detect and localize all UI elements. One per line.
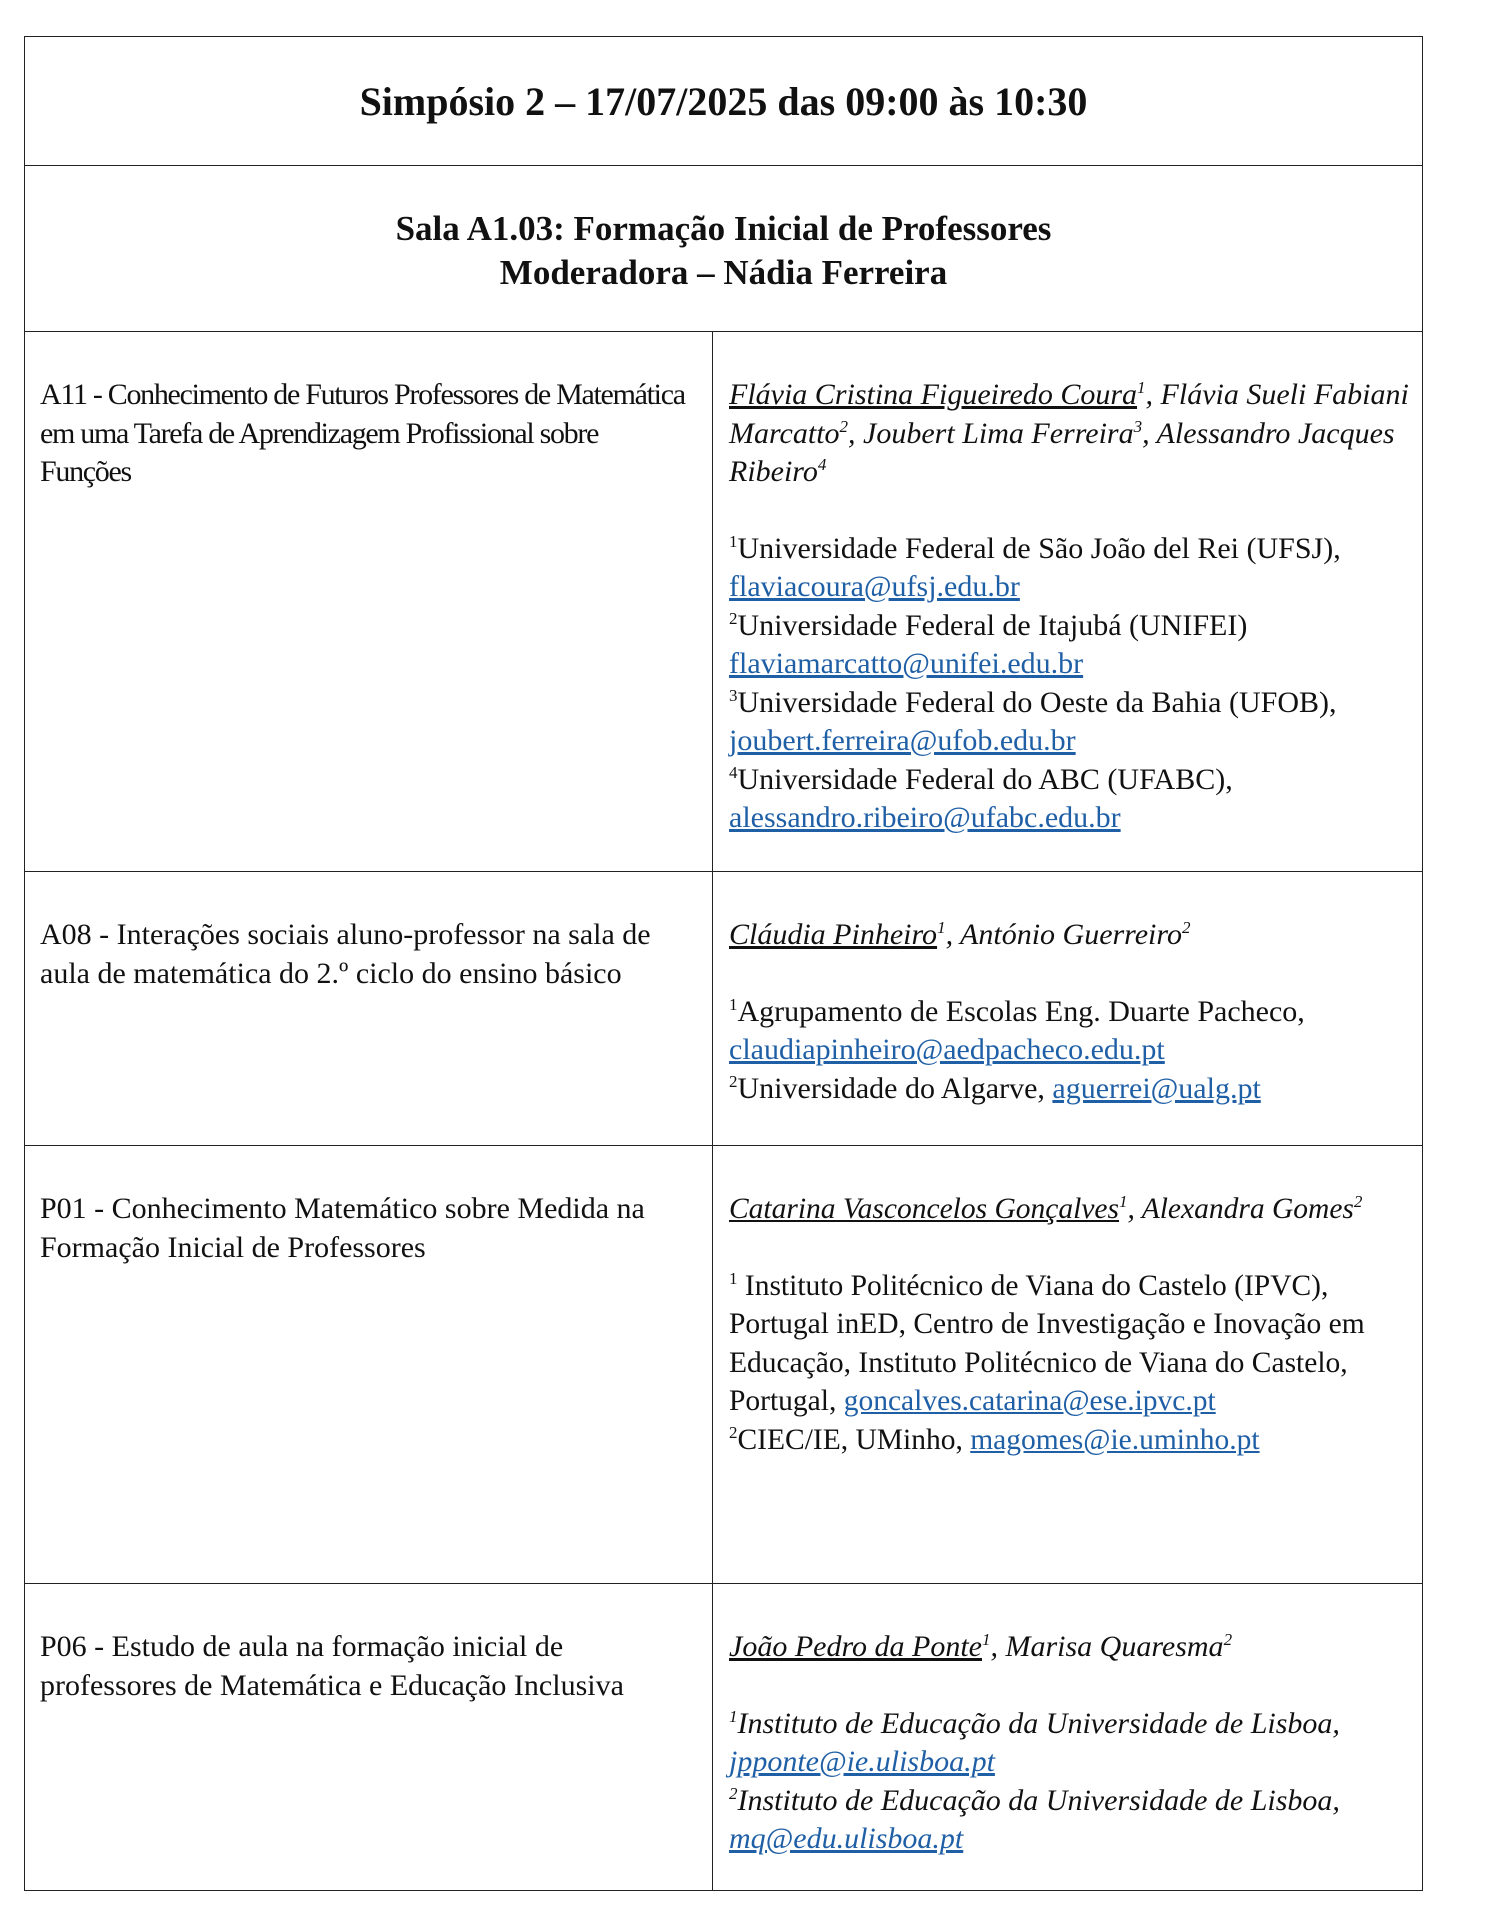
email-link[interactable]: alessandro.ribeiro@ufabc.edu.br [729, 801, 1121, 834]
email-link[interactable]: goncalves.catarina@ese.ipvc.pt [843, 1385, 1216, 1417]
session-details [729, 1628, 1419, 1859]
presenting-author: Catarina Vasconcelos Gonçalves [729, 1193, 1119, 1225]
affiliation-list [729, 1267, 1419, 1460]
author: Alessandro Jacques Ribeiro [729, 416, 1395, 488]
session-details [729, 916, 1419, 1108]
affiliation: $^2$CIEC/IE, UMinho, magomes@ie.uminho.pt [729, 1422, 1260, 1456]
email-link[interactable]: jpponte@ie.ulisboa.pt [729, 1745, 995, 1778]
session-title: P01 - Conhecimento Matemático sobre Medida na Formação Inicial de Professores [40, 1192, 645, 1264]
session-row [25, 332, 1422, 872]
affiliation: $^3$Universidade Federal do Oeste da Bahia (UFOB), joubert.ferreira@ufob.edu.br [729, 685, 1337, 757]
author-sup: 2 [1353, 1192, 1363, 1212]
author-list: Catarina Vasconcelos Gonçalves$^1$, Alexandra Gomes$^2$ [729, 1192, 1363, 1225]
author-list: Flávia Cristina Figueiredo Coura$^1$, Flávia Sueli Fabiani Marcatto$^2$, Joubert Lima Ferreira$^3$, Alessandro Jacques Ribeiro$^4$ [729, 378, 1409, 488]
session-row [25, 1584, 1422, 1892]
room-header [25, 166, 1422, 332]
session-details [729, 1190, 1419, 1459]
author: Flávia Sueli Fabiani Marcatto [729, 378, 1409, 450]
affiliation: $^1$Universidade Federal de São João del Rei (UFSJ), flaviacoura@ufsj.edu.br [729, 531, 1341, 603]
affiliation: $^1$Instituto de Educação da Universidade de Lisboa, jpponte@ie.ulisboa.pt [729, 1706, 1340, 1778]
author-sup: 1 [982, 1630, 991, 1649]
session-details [729, 376, 1419, 838]
affiliation: $^2$Instituto de Educação da Universidade de Lisboa, mq@edu.ulisboa.pt [729, 1783, 1340, 1855]
email-link[interactable]: magomes@ie.uminho.pt [970, 1423, 1260, 1456]
presenting-author: João Pedro da Ponte [729, 1630, 982, 1663]
email-link[interactable]: joubert.ferreira@ufob.edu.br [729, 724, 1076, 757]
session-row [25, 1146, 1422, 1584]
author: Alexandra Gomes [1141, 1193, 1354, 1225]
author-sup: 1 [937, 918, 946, 937]
symposium-title: Simpósio 2 – 17/07/2025 das 09:00 às 10:30 [25, 37, 1422, 166]
session-title: A08 - Interações sociais aluno-professor na sala de aula de matemática do 2.º ciclo do ensino básico [40, 918, 651, 990]
author-sup: 1 [1137, 378, 1146, 397]
author-sup: 2 [1181, 918, 1191, 937]
author: António Guerreiro [960, 918, 1182, 951]
presenting-author: Cláudia Pinheiro [729, 918, 938, 951]
email-link[interactable]: mq@edu.ulisboa.pt [729, 1822, 964, 1855]
affiliation-list [729, 1705, 1419, 1859]
email-link[interactable]: flaviacoura@ufsj.edu.br [729, 570, 1020, 603]
presenting-author: Flávia Cristina Figueiredo Coura [729, 378, 1138, 411]
room-title: Sala A1.03: Formação Inicial de Professores [395, 209, 1052, 248]
author-sup: 1 [1119, 1192, 1128, 1212]
email-link[interactable]: flaviamarcatto@unifei.edu.br [729, 647, 1084, 680]
affiliation: $^1$Agrupamento de Escolas Eng. Duarte Pacheco, claudiapinheiro@aedpacheco.edu.pt [729, 994, 1305, 1066]
author-sup: 4 [817, 455, 827, 474]
affiliation: $^4$Universidade Federal do ABC (UFABC), alessandro.ribeiro@ufabc.edu.br [729, 762, 1233, 834]
email-link[interactable]: claudiapinheiro@aedpacheco.edu.pt [729, 1033, 1165, 1066]
author: Marisa Quaresma [1005, 1630, 1224, 1663]
affiliation: $^1$ Instituto Politécnico de Viana do Castelo (IPVC), Portugal inED, Centro de Investigação e Inovação em Educação, Instituto Politécnico de Viana do Castelo, Portugal, goncalves.catarina@ese.ipvc.pt [729, 1268, 1365, 1417]
affiliation: $^2$Universidade do Algarve, aguerrei@ualg.pt [729, 1071, 1261, 1105]
column-divider [712, 332, 713, 1890]
author: Joubert Lima Ferreira [863, 416, 1134, 450]
author-sup: 3 [1133, 416, 1143, 436]
author-sup: 2 [839, 416, 849, 436]
affiliation: $^2$Universidade Federal de Itajubá (UNIFEI) flaviamarcatto@unifei.edu.br [729, 608, 1248, 680]
affiliation-list [729, 993, 1419, 1109]
email-link[interactable]: aguerrei@ualg.pt [1052, 1071, 1261, 1105]
author-list: João Pedro da Ponte$^1$, Marisa Quaresma$^2$ [729, 1630, 1233, 1663]
author-list: Cláudia Pinheiro$^1$, António Guerreiro$^2$ [729, 918, 1191, 951]
affiliation-list [729, 530, 1419, 838]
moderator: Moderadora – Nádia Ferreira [499, 253, 948, 292]
session-row [25, 872, 1422, 1146]
session-title: A11 - Conhecimento de Futuros Professores de Matemática em uma Tarefa de Aprendizagem Profissional sobre Funções [40, 378, 685, 488]
program-table [24, 36, 1423, 1891]
session-title: P06 - Estudo de aula na formação inicial de professores de Matemática e Educação Inclusiva [40, 1630, 624, 1702]
author-sup: 2 [1223, 1630, 1233, 1649]
